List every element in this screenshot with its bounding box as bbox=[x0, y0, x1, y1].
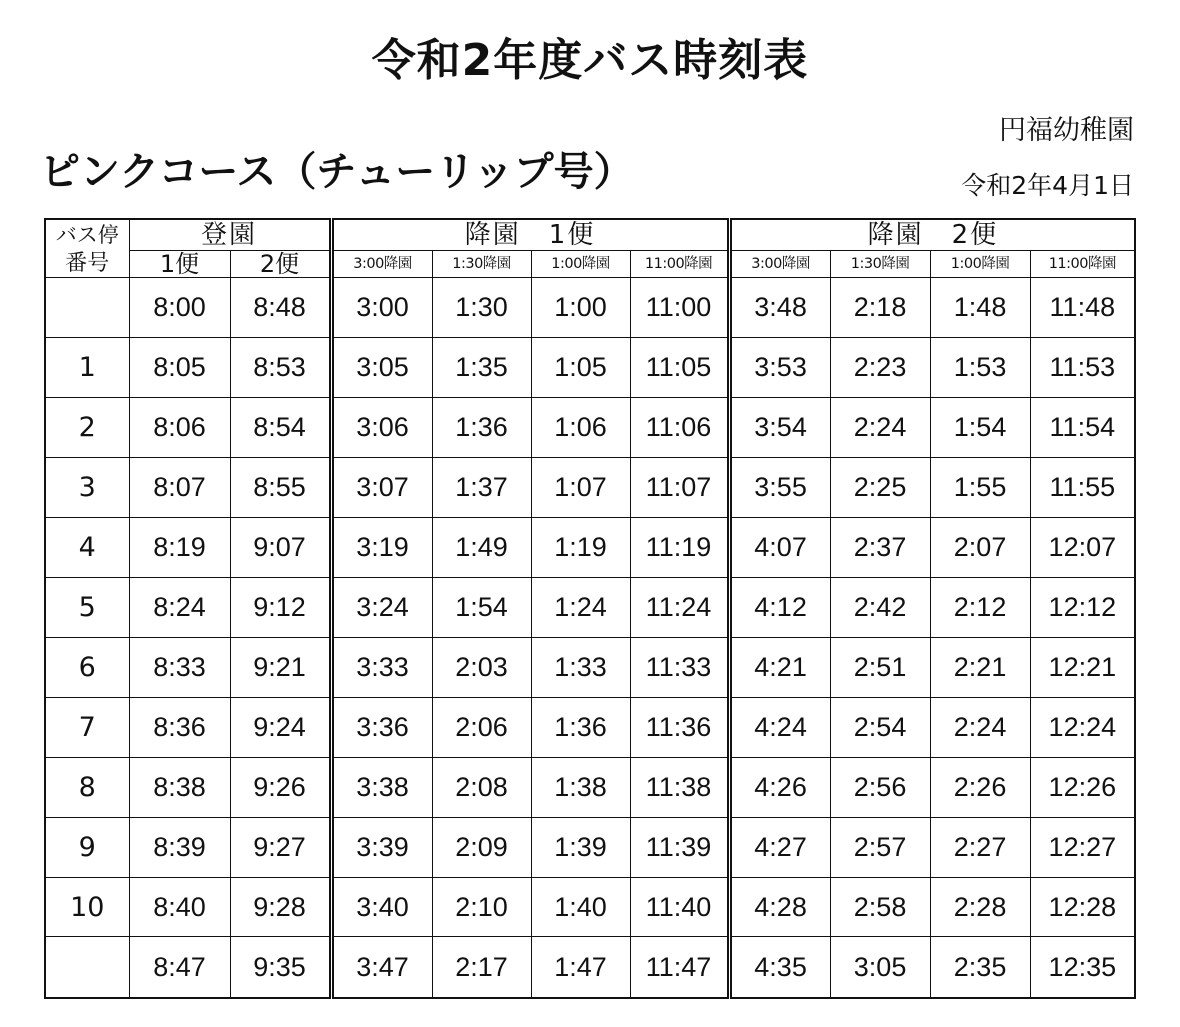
subheader-cell: 1:00降園 bbox=[531, 251, 630, 278]
time-cell: 4:26 bbox=[729, 757, 830, 817]
time-cell: 2:57 bbox=[830, 817, 930, 877]
stop-header-line2: 番号 bbox=[45, 251, 129, 278]
time-cell: 2:21 bbox=[930, 637, 1030, 697]
time-cell: 1:53 bbox=[930, 337, 1030, 397]
table-row bbox=[45, 637, 1135, 697]
time-cell: 9:27 bbox=[230, 817, 331, 877]
time-cell: 3:54 bbox=[729, 397, 830, 457]
time-cell: 12:27 bbox=[1030, 817, 1135, 877]
time-cell: 3:36 bbox=[331, 697, 432, 757]
time-cell: 3:53 bbox=[729, 337, 830, 397]
time-cell: 2:28 bbox=[930, 877, 1030, 937]
time-cell: 1:36 bbox=[432, 397, 531, 457]
time-cell: 1:30 bbox=[432, 278, 531, 338]
time-cell: 11:40 bbox=[630, 877, 729, 937]
stop-number-cell bbox=[45, 278, 129, 338]
stop-number-cell: 9 bbox=[45, 817, 129, 877]
time-cell: 2:09 bbox=[432, 817, 531, 877]
time-cell: 8:33 bbox=[129, 637, 230, 697]
time-cell: 1:37 bbox=[432, 457, 531, 517]
table-row bbox=[45, 937, 1135, 998]
time-cell: 1:40 bbox=[531, 877, 630, 937]
table-row bbox=[45, 517, 1135, 577]
table-row bbox=[45, 817, 1135, 877]
time-cell: 8:54 bbox=[230, 397, 331, 457]
time-cell: 2:12 bbox=[930, 577, 1030, 637]
bus-timetable bbox=[44, 218, 1136, 999]
time-cell: 2:51 bbox=[830, 637, 930, 697]
time-cell: 8:39 bbox=[129, 817, 230, 877]
time-cell: 9:35 bbox=[230, 937, 331, 998]
time-cell: 12:07 bbox=[1030, 517, 1135, 577]
table-row bbox=[45, 577, 1135, 637]
time-cell: 2:06 bbox=[432, 697, 531, 757]
time-cell: 1:54 bbox=[432, 577, 531, 637]
time-cell: 9:12 bbox=[230, 577, 331, 637]
time-cell: 3:00 bbox=[331, 278, 432, 338]
subheader-cell: 3:00降園 bbox=[331, 251, 432, 278]
time-cell: 4:35 bbox=[729, 937, 830, 998]
time-cell: 1:33 bbox=[531, 637, 630, 697]
time-cell: 11:24 bbox=[630, 577, 729, 637]
time-cell: 1:49 bbox=[432, 517, 531, 577]
time-cell: 2:18 bbox=[830, 278, 930, 338]
time-cell: 1:54 bbox=[930, 397, 1030, 457]
time-cell: 11:36 bbox=[630, 697, 729, 757]
time-cell: 4:28 bbox=[729, 877, 830, 937]
time-cell: 3:05 bbox=[830, 937, 930, 998]
time-cell: 3:39 bbox=[331, 817, 432, 877]
time-cell: 1:07 bbox=[531, 457, 630, 517]
time-cell: 1:35 bbox=[432, 337, 531, 397]
time-cell: 1:39 bbox=[531, 817, 630, 877]
time-cell: 2:17 bbox=[432, 937, 531, 998]
time-cell: 2:03 bbox=[432, 637, 531, 697]
time-cell: 9:28 bbox=[230, 877, 331, 937]
time-cell: 3:07 bbox=[331, 457, 432, 517]
time-cell: 8:38 bbox=[129, 757, 230, 817]
time-cell: 3:05 bbox=[331, 337, 432, 397]
stop-number-cell: 6 bbox=[45, 637, 129, 697]
time-cell: 2:54 bbox=[830, 697, 930, 757]
time-cell: 4:07 bbox=[729, 517, 830, 577]
time-cell: 2:35 bbox=[930, 937, 1030, 998]
time-cell: 8:36 bbox=[129, 697, 230, 757]
stop-number-cell: 3 bbox=[45, 457, 129, 517]
time-cell: 1:55 bbox=[930, 457, 1030, 517]
time-cell: 2:07 bbox=[930, 517, 1030, 577]
table-row bbox=[45, 337, 1135, 397]
time-cell: 8:07 bbox=[129, 457, 230, 517]
group-header-departure-1: 降園 1便 bbox=[331, 219, 729, 251]
time-cell: 1:48 bbox=[930, 278, 1030, 338]
time-cell: 2:56 bbox=[830, 757, 930, 817]
time-cell: 2:08 bbox=[432, 757, 531, 817]
time-cell: 11:54 bbox=[1030, 397, 1135, 457]
stop-number-cell bbox=[45, 937, 129, 998]
time-cell: 1:47 bbox=[531, 937, 630, 998]
subheader-cell: 1:30降園 bbox=[830, 251, 930, 278]
stop-number-cell: 7 bbox=[45, 697, 129, 757]
time-cell: 8:05 bbox=[129, 337, 230, 397]
stop-number-cell: 5 bbox=[45, 577, 129, 637]
subheader-cell: 1便 bbox=[129, 251, 230, 278]
time-cell: 9:26 bbox=[230, 757, 331, 817]
time-cell: 11:07 bbox=[630, 457, 729, 517]
time-cell: 8:24 bbox=[129, 577, 230, 637]
time-cell: 11:00 bbox=[630, 278, 729, 338]
time-cell: 11:39 bbox=[630, 817, 729, 877]
time-cell: 3:48 bbox=[729, 278, 830, 338]
group-header-departure-2: 降園 2便 bbox=[729, 219, 1135, 251]
time-cell: 11:19 bbox=[630, 517, 729, 577]
time-cell: 8:00 bbox=[129, 278, 230, 338]
time-cell: 11:33 bbox=[630, 637, 729, 697]
table-row bbox=[45, 877, 1135, 937]
time-cell: 3:33 bbox=[331, 637, 432, 697]
time-cell: 2:25 bbox=[830, 457, 930, 517]
time-cell: 11:06 bbox=[630, 397, 729, 457]
stop-header-line1: バス停 bbox=[45, 219, 129, 251]
time-cell: 8:48 bbox=[230, 278, 331, 338]
stop-number-cell: 8 bbox=[45, 757, 129, 817]
time-cell: 1:36 bbox=[531, 697, 630, 757]
subheader-cell: 3:00降園 bbox=[729, 251, 830, 278]
time-cell: 2:58 bbox=[830, 877, 930, 937]
time-cell: 3:06 bbox=[331, 397, 432, 457]
time-cell: 1:00 bbox=[531, 278, 630, 338]
time-cell: 2:27 bbox=[930, 817, 1030, 877]
time-cell: 3:24 bbox=[331, 577, 432, 637]
time-cell: 12:28 bbox=[1030, 877, 1135, 937]
time-cell: 2:42 bbox=[830, 577, 930, 637]
subheader-cell: 2便 bbox=[230, 251, 331, 278]
time-cell: 12:26 bbox=[1030, 757, 1135, 817]
time-cell: 3:19 bbox=[331, 517, 432, 577]
time-cell: 2:24 bbox=[930, 697, 1030, 757]
time-cell: 9:07 bbox=[230, 517, 331, 577]
time-cell: 12:24 bbox=[1030, 697, 1135, 757]
time-cell: 2:26 bbox=[930, 757, 1030, 817]
time-cell: 11:47 bbox=[630, 937, 729, 998]
time-cell: 3:55 bbox=[729, 457, 830, 517]
time-cell: 11:05 bbox=[630, 337, 729, 397]
time-cell: 4:21 bbox=[729, 637, 830, 697]
time-cell: 1:06 bbox=[531, 397, 630, 457]
time-cell: 2:10 bbox=[432, 877, 531, 937]
time-cell: 12:35 bbox=[1030, 937, 1135, 998]
time-cell: 9:24 bbox=[230, 697, 331, 757]
time-cell: 11:53 bbox=[1030, 337, 1135, 397]
time-cell: 8:40 bbox=[129, 877, 230, 937]
organization-name: 円福幼稚園 bbox=[999, 115, 1134, 146]
time-cell: 4:12 bbox=[729, 577, 830, 637]
time-cell: 9:21 bbox=[230, 637, 331, 697]
time-cell: 1:24 bbox=[531, 577, 630, 637]
subheader-cell: 11:00降園 bbox=[630, 251, 729, 278]
time-cell: 8:19 bbox=[129, 517, 230, 577]
time-cell: 8:06 bbox=[129, 397, 230, 457]
header-row-subheaders bbox=[45, 251, 1135, 278]
time-cell: 8:53 bbox=[230, 337, 331, 397]
group-header-attendance: 登園 bbox=[129, 219, 331, 251]
time-cell: 1:38 bbox=[531, 757, 630, 817]
issue-date: 令和2年4月1日 bbox=[961, 171, 1134, 200]
header-row-groups bbox=[45, 219, 1135, 251]
course-name: ピンクコース（チューリップ号） bbox=[40, 149, 634, 195]
time-cell: 11:38 bbox=[630, 757, 729, 817]
page-title: 令和2年度バス時刻表 bbox=[371, 35, 809, 86]
time-cell: 11:48 bbox=[1030, 278, 1135, 338]
time-cell: 3:40 bbox=[331, 877, 432, 937]
time-cell: 3:38 bbox=[331, 757, 432, 817]
table-row bbox=[45, 457, 1135, 517]
stop-number-cell: 1 bbox=[45, 337, 129, 397]
time-cell: 1:19 bbox=[531, 517, 630, 577]
table-row bbox=[45, 697, 1135, 757]
stop-number-cell: 10 bbox=[45, 877, 129, 937]
subheader-cell: 1:30降園 bbox=[432, 251, 531, 278]
time-cell: 1:05 bbox=[531, 337, 630, 397]
time-cell: 11:55 bbox=[1030, 457, 1135, 517]
table-row bbox=[45, 397, 1135, 457]
time-cell: 12:12 bbox=[1030, 577, 1135, 637]
time-cell: 2:23 bbox=[830, 337, 930, 397]
subheader-cell: 11:00降園 bbox=[1030, 251, 1135, 278]
time-cell: 2:24 bbox=[830, 397, 930, 457]
time-cell: 2:37 bbox=[830, 517, 930, 577]
time-cell: 8:55 bbox=[230, 457, 331, 517]
stop-number-cell: 2 bbox=[45, 397, 129, 457]
subheader-cell: 1:00降園 bbox=[930, 251, 1030, 278]
table-row bbox=[45, 278, 1135, 338]
table-row bbox=[45, 757, 1135, 817]
stop-number-cell: 4 bbox=[45, 517, 129, 577]
time-cell: 3:47 bbox=[331, 937, 432, 998]
time-cell: 8:47 bbox=[129, 937, 230, 998]
time-cell: 4:27 bbox=[729, 817, 830, 877]
time-cell: 4:24 bbox=[729, 697, 830, 757]
time-cell: 12:21 bbox=[1030, 637, 1135, 697]
